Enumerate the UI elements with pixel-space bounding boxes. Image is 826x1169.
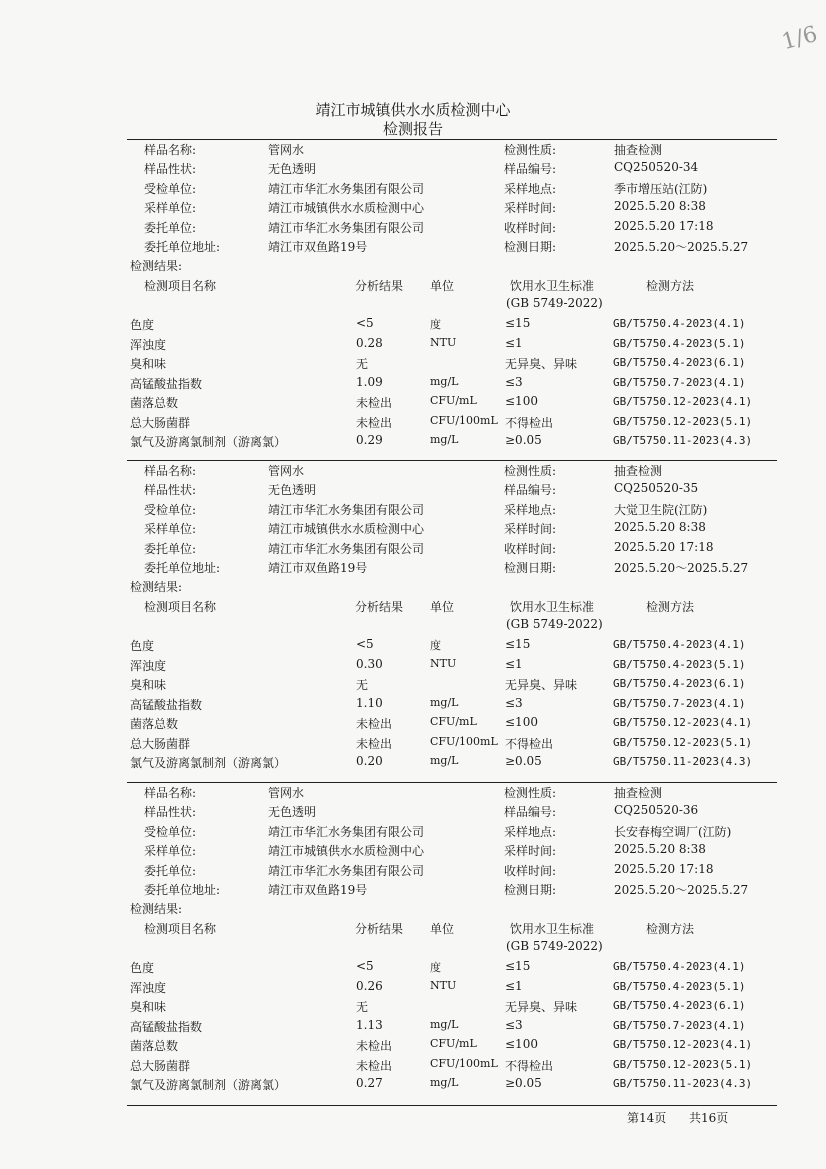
- info-value: 无色透明: [268, 162, 317, 177]
- info-label: 检测性质:: [504, 786, 557, 800]
- col-header-standard: 饮用水卫生标准: [510, 600, 595, 614]
- results-label: 检测结果:: [130, 580, 183, 594]
- info-label: 采样单位:: [144, 522, 197, 537]
- info-value: 抽查检测: [614, 786, 663, 800]
- result-method: GB/T5750.11-2023(4.3): [613, 1077, 753, 1090]
- col-header-item: 检测项目名称: [144, 279, 217, 293]
- info-value: 无色透明: [268, 483, 317, 498]
- info-label: 委托单位地址:: [144, 883, 221, 897]
- info-value: 2025.5.20 8:38: [614, 199, 706, 214]
- result-method: GB/T5750.12-2023(5.1): [613, 735, 753, 749]
- info-value: 2025.5.20～2025.5.27: [614, 883, 749, 897]
- result-unit: 度: [430, 318, 441, 331]
- result-value: 0.30: [356, 656, 383, 671]
- result-unit: mg/L: [430, 1076, 459, 1089]
- info-value: 2025.5.20 8:38: [614, 842, 706, 857]
- result-method: GB/T5750.12-2023(4.1): [613, 1038, 753, 1051]
- col-header-item: 检测项目名称: [144, 600, 217, 614]
- info-label: 检测日期:: [504, 561, 557, 575]
- col-header-result: 分析结果: [355, 279, 404, 293]
- result-item: 色度: [130, 318, 155, 332]
- info-value: 靖江市城镇供水水质检测中心: [268, 844, 425, 859]
- result-item: 菌落总数: [130, 717, 179, 731]
- result-method: GB/T5750.4-2023(5.1): [613, 336, 746, 350]
- block-divider: [127, 460, 777, 461]
- col-header-result: 分析结果: [355, 600, 404, 614]
- result-standard: ≤3: [505, 374, 523, 389]
- result-value: 未检出: [356, 1039, 393, 1053]
- result-value: 0.28: [356, 335, 383, 350]
- info-label: 采样时间:: [504, 201, 557, 216]
- result-unit: mg/L: [430, 374, 459, 388]
- info-value: 2025.5.20 17:18: [614, 861, 714, 876]
- info-label: 样品名称:: [144, 786, 197, 800]
- result-standard: 不得检出: [505, 736, 554, 751]
- page-number: 第14页: [627, 1111, 667, 1125]
- info-label: 检测日期:: [504, 883, 557, 897]
- info-label: 检测日期:: [504, 240, 557, 254]
- info-value: 大觉卫生院(江防): [614, 502, 708, 517]
- result-item: 色度: [130, 961, 155, 975]
- result-value: 1.13: [356, 1017, 383, 1032]
- result-value: 0.26: [356, 978, 383, 993]
- result-item: 色度: [130, 639, 155, 653]
- col-header-method: 检测方法: [646, 279, 695, 293]
- report-title: 检测报告: [382, 120, 443, 138]
- result-value: 无: [356, 678, 369, 692]
- result-standard: ≥0.05: [505, 1076, 542, 1090]
- info-value: CQ250520-36: [614, 803, 699, 818]
- col-header-result: 分析结果: [355, 922, 404, 936]
- result-method: GB/T5750.4-2023(5.1): [613, 979, 746, 993]
- result-method: GB/T5750.4-2023(4.1): [613, 960, 746, 973]
- result-method: GB/T5750.12-2023(5.1): [613, 414, 753, 428]
- result-method: GB/T5750.12-2023(4.1): [613, 395, 753, 408]
- result-standard: ≤15: [505, 959, 531, 973]
- result-item: 氯气及游离氯制剂（游离氯）: [130, 1078, 287, 1092]
- result-unit: 度: [430, 961, 441, 974]
- result-item: 浑浊度: [130, 658, 167, 673]
- info-label: 样品编号:: [504, 162, 557, 177]
- result-item: 菌落总数: [130, 1039, 179, 1053]
- result-item: 菌落总数: [130, 396, 179, 410]
- result-standard: ≤100: [505, 1037, 538, 1051]
- result-standard: ≤100: [505, 394, 538, 408]
- result-standard: ≥0.05: [505, 754, 542, 768]
- result-item: 氯气及游离氯制剂（游离氯）: [130, 435, 287, 449]
- info-label: 采样地点:: [504, 824, 557, 839]
- result-standard: ≤15: [505, 637, 531, 651]
- info-value: 2025.5.20 8:38: [614, 520, 706, 535]
- info-value: 2025.5.20 17:18: [614, 218, 714, 233]
- result-method: GB/T5750.12-2023(5.1): [613, 1057, 753, 1071]
- result-unit: mg/L: [430, 695, 459, 709]
- result-item: 浑浊度: [130, 337, 167, 352]
- info-value: 靖江市双鱼路19号: [268, 240, 368, 254]
- result-value: 1.10: [356, 695, 383, 710]
- info-label: 检测性质:: [504, 143, 557, 157]
- result-standard: ≤1: [505, 656, 523, 671]
- result-item: 总大肠菌群: [130, 736, 191, 751]
- info-label: 委托单位:: [144, 541, 197, 556]
- result-value: <5: [356, 959, 374, 973]
- result-item: 高锰酸盐指数: [130, 376, 203, 391]
- result-value: 0.20: [356, 754, 383, 768]
- result-item: 高锰酸盐指数: [130, 697, 203, 712]
- info-label: 采样单位:: [144, 844, 197, 859]
- info-value: 靖江市华汇水务集团有限公司: [268, 220, 425, 235]
- result-standard: 不得检出: [505, 415, 554, 430]
- result-value: 无: [356, 1000, 369, 1014]
- info-label: 委托单位:: [144, 220, 197, 235]
- info-value: 长安春梅空调厂(江防): [614, 824, 732, 839]
- result-unit: CFU/mL: [430, 394, 477, 407]
- result-unit: CFU/mL: [430, 1037, 477, 1050]
- results-label: 检测结果:: [130, 902, 183, 916]
- result-value: 未检出: [356, 396, 393, 410]
- result-item: 氯气及游离氯制剂（游离氯）: [130, 756, 287, 770]
- info-label: 委托单位:: [144, 863, 197, 878]
- info-value: 靖江市城镇供水水质检测中心: [268, 201, 425, 216]
- info-label: 收样时间:: [504, 863, 557, 878]
- result-item: 臭和味: [130, 357, 167, 371]
- info-label: 受检单位:: [144, 502, 197, 517]
- result-unit: NTU: [430, 335, 457, 349]
- result-unit: NTU: [430, 978, 457, 992]
- result-standard: ≤1: [505, 335, 523, 350]
- info-label: 采样时间:: [504, 522, 557, 537]
- col-header-standard-sub: (GB 5749-2022): [506, 296, 603, 310]
- result-standard: ≤3: [505, 1017, 523, 1032]
- result-standard: 无异臭、异味: [505, 678, 578, 692]
- info-label: 收样时间:: [504, 541, 557, 556]
- result-unit: NTU: [430, 656, 457, 670]
- result-item: 浑浊度: [130, 980, 167, 995]
- result-unit: mg/L: [430, 1017, 459, 1031]
- result-standard: ≥0.05: [505, 433, 542, 447]
- result-value: 无: [356, 357, 369, 371]
- col-header-standard: 饮用水卫生标准: [510, 922, 595, 936]
- result-standard: ≤100: [505, 715, 538, 729]
- info-label: 委托单位地址:: [144, 240, 221, 254]
- block-divider: [127, 139, 777, 140]
- result-value: 1.09: [356, 374, 383, 389]
- result-method: GB/T5750.4-2023(4.1): [613, 317, 746, 330]
- result-method: GB/T5750.7-2023(4.1): [613, 375, 746, 389]
- result-item: 总大肠菌群: [130, 1058, 191, 1073]
- result-value: 未检出: [356, 717, 393, 731]
- result-standard: ≤15: [505, 316, 531, 330]
- result-unit: CFU/mL: [430, 715, 477, 728]
- result-method: GB/T5750.4-2023(5.1): [613, 657, 746, 671]
- info-label: 样品编号:: [504, 483, 557, 498]
- result-item: 总大肠菌群: [130, 415, 191, 430]
- col-header-item: 检测项目名称: [144, 922, 217, 936]
- info-label: 样品名称:: [144, 143, 197, 157]
- col-header-unit: 单位: [430, 600, 455, 614]
- result-unit: 度: [430, 639, 441, 652]
- result-unit: CFU/100mL: [430, 413, 498, 427]
- result-unit: mg/L: [430, 754, 459, 767]
- result-unit: CFU/100mL: [430, 734, 498, 748]
- result-item: 臭和味: [130, 678, 167, 692]
- result-standard: 无异臭、异味: [505, 1000, 578, 1014]
- info-value: 管网水: [268, 786, 305, 800]
- info-value: 季市增压站(江防): [614, 181, 708, 196]
- results-label: 检测结果:: [130, 259, 183, 273]
- info-value: CQ250520-35: [614, 481, 699, 496]
- info-value: 靖江市城镇供水水质检测中心: [268, 522, 425, 537]
- result-standard: ≤1: [505, 978, 523, 993]
- block-divider: [127, 782, 777, 783]
- info-value: 管网水: [268, 143, 305, 157]
- result-value: <5: [356, 316, 374, 330]
- info-value: 靖江市双鱼路19号: [268, 883, 368, 897]
- info-value: 2025.5.20～2025.5.27: [614, 561, 749, 575]
- info-label: 样品名称:: [144, 464, 197, 478]
- info-value: 2025.5.20～2025.5.27: [614, 240, 749, 254]
- info-value: 无色透明: [268, 805, 317, 820]
- info-label: 委托单位地址:: [144, 561, 221, 575]
- col-header-standard-sub: (GB 5749-2022): [506, 939, 603, 953]
- info-value: 抽查检测: [614, 464, 663, 478]
- result-method: GB/T5750.7-2023(4.1): [613, 1018, 746, 1032]
- page-total: 共16页: [689, 1111, 729, 1125]
- result-value: 未检出: [356, 415, 393, 430]
- result-standard: 不得检出: [505, 1058, 554, 1073]
- result-item: 高锰酸盐指数: [130, 1019, 203, 1034]
- result-unit: CFU/100mL: [430, 1056, 498, 1070]
- result-value: 未检出: [356, 736, 393, 751]
- handwritten-page-mark: 1/6: [779, 21, 821, 56]
- info-label: 采样时间:: [504, 844, 557, 859]
- result-value: 未检出: [356, 1058, 393, 1073]
- col-header-method: 检测方法: [646, 600, 695, 614]
- col-header-unit: 单位: [430, 279, 455, 293]
- result-method: GB/T5750.12-2023(4.1): [613, 716, 753, 729]
- footer-divider: [127, 1105, 777, 1106]
- result-item: 臭和味: [130, 1000, 167, 1014]
- info-value: 靖江市华汇水务集团有限公司: [268, 181, 425, 196]
- info-value: 靖江市华汇水务集团有限公司: [268, 863, 425, 878]
- info-label: 样品性状:: [144, 162, 197, 177]
- info-label: 采样地点:: [504, 181, 557, 196]
- info-value: 靖江市华汇水务集团有限公司: [268, 824, 425, 839]
- org-title: 靖江市城镇供水水质检测中心: [315, 101, 511, 119]
- result-method: GB/T5750.11-2023(4.3): [613, 755, 753, 768]
- result-method: GB/T5750.4-2023(6.1): [613, 356, 746, 369]
- info-label: 采样地点:: [504, 502, 557, 517]
- result-value: 0.29: [356, 433, 383, 447]
- info-label: 样品性状:: [144, 483, 197, 498]
- info-value: 靖江市双鱼路19号: [268, 561, 368, 575]
- info-value: CQ250520-34: [614, 160, 699, 175]
- col-header-method: 检测方法: [646, 922, 695, 936]
- info-label: 样品性状:: [144, 805, 197, 820]
- result-standard: 无异臭、异味: [505, 357, 578, 371]
- info-label: 收样时间:: [504, 220, 557, 235]
- result-method: GB/T5750.7-2023(4.1): [613, 696, 746, 710]
- info-label: 样品编号:: [504, 805, 557, 820]
- info-value: 管网水: [268, 464, 305, 478]
- result-value: 0.27: [356, 1076, 383, 1090]
- info-label: 受检单位:: [144, 824, 197, 839]
- info-label: 受检单位:: [144, 181, 197, 196]
- info-label: 采样单位:: [144, 201, 197, 216]
- info-value: 靖江市华汇水务集团有限公司: [268, 541, 425, 556]
- col-header-unit: 单位: [430, 922, 455, 936]
- col-header-standard: 饮用水卫生标准: [510, 279, 595, 293]
- info-value: 抽查检测: [614, 143, 663, 157]
- result-unit: mg/L: [430, 433, 459, 446]
- result-method: GB/T5750.4-2023(6.1): [613, 999, 746, 1012]
- result-standard: ≤3: [505, 695, 523, 710]
- info-value: 靖江市华汇水务集团有限公司: [268, 502, 425, 517]
- info-label: 检测性质:: [504, 464, 557, 478]
- col-header-standard-sub: (GB 5749-2022): [506, 617, 603, 631]
- info-value: 2025.5.20 17:18: [614, 539, 714, 554]
- result-method: GB/T5750.11-2023(4.3): [613, 434, 753, 447]
- result-value: <5: [356, 637, 374, 651]
- result-method: GB/T5750.4-2023(6.1): [613, 677, 746, 690]
- result-method: GB/T5750.4-2023(4.1): [613, 638, 746, 651]
